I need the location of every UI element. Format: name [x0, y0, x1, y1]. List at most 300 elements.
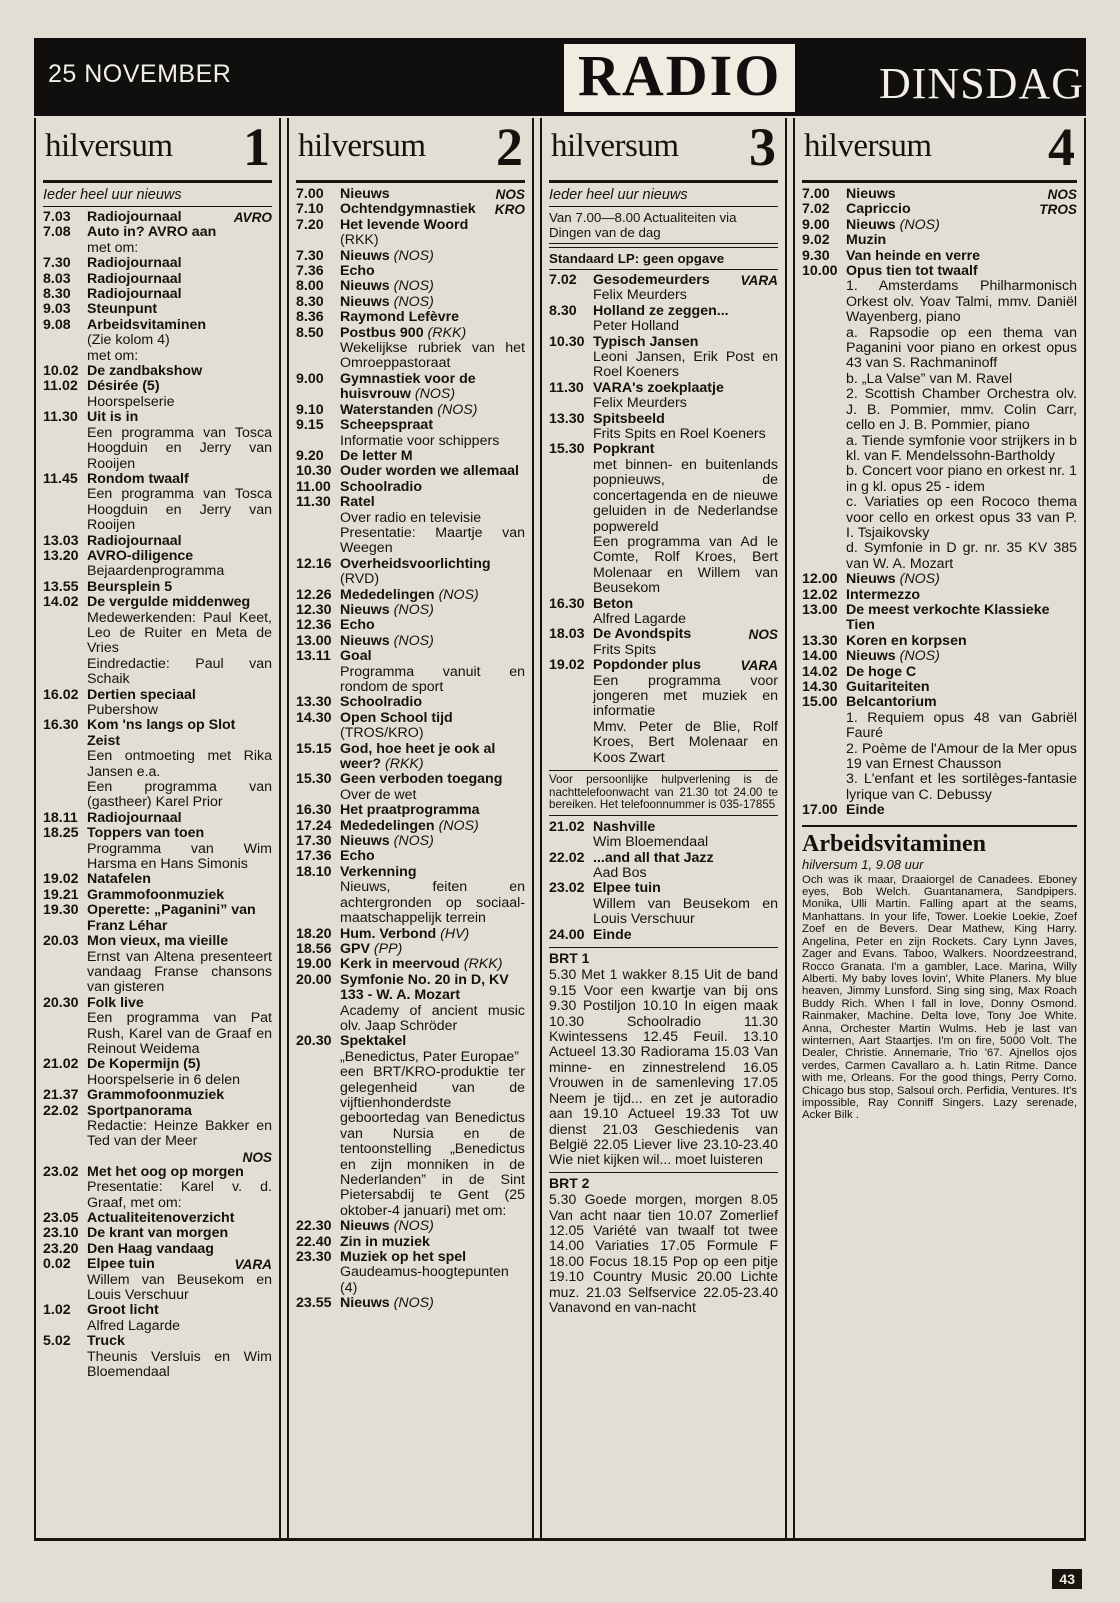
program-row: [549, 597, 778, 628]
program-network-note: (NOS): [899, 648, 940, 665]
program-row: [43, 688, 272, 719]
program-title: Einde: [846, 802, 885, 819]
program-row: [802, 695, 1077, 803]
program-title: Nieuws: [846, 216, 896, 233]
program-title: Nieuws: [340, 293, 390, 310]
program-row: [43, 1334, 272, 1380]
program-time: 15.30: [296, 771, 332, 788]
program-row: [296, 557, 525, 588]
program-title: Beursplein 5: [87, 578, 173, 595]
program-time: 11.45: [43, 470, 78, 487]
program-time: 23.10: [43, 1225, 79, 1242]
program-time: 11.00: [296, 478, 331, 495]
program-row: [296, 480, 525, 495]
program-time: 13.30: [549, 410, 585, 427]
program-time: 10.30: [549, 333, 585, 350]
program-time: 12.36: [296, 617, 332, 634]
program-time: 13.03: [43, 532, 79, 549]
program-time: 23.02: [549, 880, 585, 897]
program-row: [296, 1250, 525, 1296]
program-row: [296, 695, 525, 710]
program-row: [296, 942, 525, 957]
program-detail: Frits Spits: [593, 641, 657, 658]
program-title: Echo: [340, 848, 375, 865]
program-title: Holland ze zeggen...: [593, 302, 729, 319]
program-title: Verkenning: [340, 863, 417, 880]
page-rule: [34, 1538, 1086, 1541]
program-detail: „Benedictus, Pater Europae”: [340, 1048, 520, 1065]
program-time: 20.03: [43, 933, 79, 950]
program-row: [296, 649, 525, 695]
program-time: 7.30: [43, 255, 71, 272]
column-note-1: Ieder heel uur nieuws: [43, 187, 272, 207]
program-row: [43, 1303, 272, 1334]
column-header-4: [802, 118, 1077, 183]
program-time: 9.00: [296, 370, 324, 387]
program-time: 14.02: [802, 663, 838, 680]
program-title: Postbus 900: [340, 324, 424, 341]
program-title: Popkrant: [593, 441, 655, 458]
program-row: [549, 658, 778, 766]
schedule-list-3b: [549, 820, 778, 943]
program-title: Guitariteiten: [846, 679, 930, 695]
program-row: [802, 249, 1077, 264]
program-detail: Redactie: Heinze Bakker en Ted van der Meer: [87, 1117, 272, 1150]
masthead-date: 25 NOVEMBER: [48, 60, 232, 88]
program-time: 18.25: [43, 825, 79, 842]
program-row: [802, 665, 1077, 680]
program-network: NOS: [495, 187, 525, 202]
program-row: [549, 335, 778, 381]
column-hilversum-2: [287, 118, 534, 1538]
program-detail: Leoni Jansen, Erik Post en Roel Koeners: [593, 349, 778, 381]
program-row: [549, 627, 778, 658]
program-title: Open School tijd: [340, 709, 453, 726]
program-time: 19.02: [549, 657, 585, 674]
column-hilversum-4: [793, 118, 1086, 1538]
program-time: 21.02: [43, 1056, 79, 1073]
program-title: Elpee tuin: [593, 880, 661, 897]
program-row: [43, 934, 272, 996]
program-title: De zandbakshow: [87, 363, 203, 380]
program-title: Spektakel: [340, 1033, 407, 1050]
column-hilversum-1: [34, 118, 281, 1538]
program-time: 9.10: [296, 401, 324, 418]
program-title: Hum. Verbond: [340, 925, 437, 942]
program-time: 1.02: [43, 1302, 71, 1319]
program-time: 22.02: [43, 1102, 79, 1119]
program-row: [43, 210, 272, 225]
program-detail: Over radio en televisie: [340, 509, 482, 526]
program-time: 13.00: [802, 601, 838, 618]
program-title: Nieuws: [340, 278, 390, 295]
program-row: [43, 1057, 272, 1088]
program-row: [43, 302, 272, 317]
program-time: 17.24: [296, 817, 332, 834]
program-time: 17.30: [296, 833, 332, 850]
program-row: [296, 295, 525, 310]
program-network: KRO: [494, 202, 525, 218]
program-title: Nieuws: [340, 833, 390, 850]
program-row: [296, 973, 525, 1035]
station-number-1: 1: [243, 117, 270, 177]
program-row: [296, 588, 525, 603]
program-row: [296, 849, 525, 864]
program-title: GPV: [340, 940, 370, 957]
program-row: [296, 711, 525, 742]
program-row: [43, 580, 272, 595]
program-row: [43, 225, 272, 256]
program-row: [43, 379, 272, 410]
program-detail: 2. Scottish Chamber Orchestra olv. J. B. Pommier, mmv. Colin Carr, cello en J. B. Pommier, piano: [846, 386, 1077, 434]
program-time: 21.02: [549, 818, 585, 835]
program-detail: Felix Meurders: [593, 287, 687, 304]
arbeidsvitaminen-playlist: Och was ik maar, Draaiorgel de Canadees. Eboney eyes, Bob Welch. Guantanamera, Sandpipers. Monika, Ulli Martin. Falling apart at the seams, Manhattans. In your life, Tower. Loekie Loekie, Zoef Zoef en de Bevers. Dear Mathew, King Harry. Angelina, Peter en zijn Rockets. Cary Lynn Javes, Zager and Evans. Taboo, Walkers. Noordzeestrand, Rocco Granata. I'm a gambler, Lace. Marina, Willy Alberti. My baby loves lovin', White Planers. My blue heaven, Jimmy Lunsford. Sing sing sing, Max Roach Buddy Rich. When I fall in love, Donny Osmond. Rainmaker, Machine. Delta love, Tony Joe White. Anna, Orchester Martin Wulms. Heb je last van winternen, Aart Staartjes. I'm on fire, 5000 Volt. The Dealer, Christie. Annemarie, Trio '67. Ajnellos ojos verdes, Carmen Cavallaro a. h. Latin Ritme. Dance with me, Orleans. For the good things, Perry Como. Chicago bus stop, Salsoul orch. Perfidia, Ventures. It's impossible, Ray Conniff Singers. Lazy serenade, Acker Bilk .: [802, 873, 1077, 1122]
program-title: Waterstanden: [340, 401, 434, 418]
program-row: [549, 304, 778, 335]
program-time: 14.30: [296, 709, 332, 726]
program-row: [549, 273, 778, 304]
program-title: Spitsbeeld: [593, 410, 665, 427]
column-header-2: [296, 118, 525, 183]
program-time: 12.30: [296, 601, 332, 618]
program-network-note: (HV): [440, 925, 470, 942]
program-row: [296, 1235, 525, 1250]
program-title: Popdonder plus: [593, 657, 701, 674]
program-detail: (RVD): [340, 571, 380, 588]
program-time: 21.37: [43, 1087, 79, 1104]
program-row: [802, 649, 1077, 664]
program-title: Kom 'ns langs op Slot Zeist: [87, 717, 236, 749]
program-title: Nieuws: [846, 648, 896, 665]
masthead-title: RADIO: [564, 44, 795, 112]
program-row: [296, 495, 525, 557]
schedule-list-4: [802, 187, 1077, 819]
program-time: 9.20: [296, 447, 324, 464]
program-detail: c. Variaties op een Rococo thema voor cello en orkest opus 33 van P. I. Tsjaikovsky: [846, 494, 1077, 541]
program-time: 19.02: [43, 871, 79, 888]
program-time: 23.02: [43, 1163, 79, 1180]
program-row: [296, 326, 525, 372]
program-detail: 2. Poème de l'Amour de la Mer opus 19 van Ernest Chausson: [846, 740, 1077, 773]
arbeidsvitaminen-title: Arbeidsvitaminen: [802, 830, 987, 857]
program-title: Elpee tuin: [87, 1256, 155, 1273]
program-title: ...and all that Jazz: [593, 849, 714, 866]
program-detail: Bejaardenprogramma: [87, 563, 225, 580]
program-title: Uit is in: [87, 409, 139, 426]
program-row: [296, 449, 525, 464]
program-time: 20.30: [43, 994, 79, 1011]
masthead: [34, 38, 1086, 116]
program-title: De Kopermijn (5): [87, 1056, 201, 1073]
program-detail: Frits Spits en Roel Koeners: [593, 426, 766, 443]
station-name-3: hilversum: [551, 128, 679, 164]
program-time: 18.03: [549, 626, 585, 643]
program-title: Den Haag vandaag: [87, 1240, 214, 1257]
program-row: [296, 202, 525, 217]
program-title: Koren en korpsen: [846, 632, 967, 649]
program-title: Groot licht: [87, 1302, 159, 1319]
program-title: Beton: [593, 595, 634, 612]
program-time: 10.02: [43, 363, 79, 380]
program-title: Nieuws: [340, 1218, 390, 1235]
program-row: [296, 249, 525, 264]
program-time: 11.30: [549, 379, 584, 396]
program-title: Overheidsvoorlichting: [340, 555, 491, 572]
brt1-block: [549, 947, 778, 1168]
program-title: Désirée (5): [87, 378, 160, 395]
program-time: 19.21: [43, 886, 79, 903]
program-detail: Felix Meurders: [593, 395, 687, 412]
program-network-note: (PP): [373, 940, 403, 957]
program-title: De meest verkochte Klassieke Tien: [846, 601, 1050, 634]
program-time: 8.36: [296, 309, 324, 326]
program-detail: Wekelijkse rubriek van het Omroeppastoraat: [340, 340, 525, 372]
program-row: [43, 872, 272, 887]
program-row: [296, 834, 525, 849]
program-time: 14.00: [802, 648, 838, 665]
program-title: Sportpanorama: [87, 1102, 192, 1119]
program-time: 12.00: [802, 571, 838, 588]
program-row: [43, 888, 272, 903]
station-number-4: 4: [1048, 117, 1075, 177]
program-time: 7.20: [296, 216, 324, 233]
program-time: 0.02: [43, 1256, 71, 1273]
program-detail: met om:: [87, 347, 139, 364]
program-row: [296, 819, 525, 834]
masthead-day: DINSDAG: [879, 59, 1084, 108]
program-row: [296, 634, 525, 649]
program-time: 13.00: [296, 632, 332, 649]
program-title: Auto in? AVRO aan: [87, 224, 217, 241]
program-time: 23.20: [43, 1240, 79, 1257]
program-row: [549, 928, 778, 943]
program-network: NOS: [748, 627, 778, 643]
program-time: 18.10: [296, 863, 332, 880]
program-time: 7.00: [802, 186, 830, 202]
program-row: [296, 1219, 525, 1234]
schedule-list-3: [549, 273, 778, 766]
program-detail: 3. L'enfant et les sortilèges-fantasie lyrique van C. Debussy: [846, 771, 1077, 803]
column-hilversum-3: [540, 118, 787, 1538]
program-time: 14.30: [802, 679, 838, 695]
program-title: AVRO-diligence: [87, 547, 194, 564]
program-title: Ochtendgymnastiek: [340, 201, 476, 218]
program-detail: Academy of ancient music olv. Jaap Schröder: [340, 1002, 525, 1034]
program-title: Mededelingen: [340, 817, 435, 834]
program-detail: Programma vanuit en rondom de sport: [340, 663, 525, 695]
program-detail: Informatie voor schippers: [340, 432, 500, 449]
program-detail: Een programma van Tosca Hoogduin en Jerry van Rooijen: [87, 424, 272, 472]
program-title: Scheepspraat: [340, 417, 434, 434]
program-title: Nieuws: [340, 247, 390, 264]
program-time: 11.02: [43, 378, 78, 395]
column-subnote-3: Van 7.00—8.00 Actualiteiten via Dingen van de dag: [549, 210, 778, 244]
program-time: 14.02: [43, 594, 79, 611]
program-time: 7.02: [549, 272, 577, 288]
program-detail: Willem van Beusekom en Louis Verschuur: [87, 1271, 272, 1304]
program-time: 13.11: [296, 648, 331, 665]
program-time: 9.02: [802, 232, 830, 249]
program-detail: 1. Amsterdams Philharmonisch Orkest olv. Yoav Talmi, mmv. Daniël Wayenberg, piano: [846, 278, 1077, 326]
program-time: 8.03: [43, 270, 71, 287]
program-row: [43, 256, 272, 271]
program-detail: a. Rapsodie op een thema van Paganini voor piano en orkest opus 43 van S. Rachmaninoff: [846, 324, 1077, 372]
program-network-note: (NOS): [393, 1218, 434, 1235]
program-detail: Aad Bos: [593, 865, 647, 881]
program-time: 16.30: [296, 802, 332, 819]
program-time: 22.40: [296, 1233, 332, 1250]
program-row: [43, 1104, 272, 1150]
program-detail: Een programma van (gastheer) Karel Prior: [87, 779, 272, 811]
program-row: [802, 803, 1077, 818]
program-title: Het praatprogramma: [340, 802, 480, 819]
program-network-note: (NOS): [393, 247, 434, 264]
program-network-note: (NOS): [393, 1295, 434, 1312]
program-title: Steunpunt: [87, 301, 158, 318]
program-title: Ouder worden we allemaal: [340, 463, 519, 480]
program-title: Schoolradio: [340, 478, 422, 495]
program-detail: een BRT/KRO-produktie ter gelegenheid van de vijftienhonderdste geboortedag van Benedictus van Nursia en de tentoonstelling „Benedictus en zijn monniken in de Nederlanden” in de Sint Pietersabdij te Gent (25 oktober-4 januari) met om:: [340, 1064, 525, 1219]
program-row: [43, 996, 272, 1058]
program-row: [43, 364, 272, 379]
program-title: Schoolradio: [340, 694, 422, 711]
program-title: Capriccio: [846, 201, 911, 218]
program-row: [802, 634, 1077, 649]
program-row: [549, 881, 778, 927]
program-title: Folk live: [87, 994, 144, 1011]
program-title: Toppers van toen: [87, 825, 205, 842]
program-title: Dertien speciaal: [87, 686, 196, 703]
program-row: [43, 318, 272, 364]
program-title: Belcantorium: [846, 694, 937, 711]
program-time: 20.00: [296, 971, 332, 988]
program-time: 13.55: [43, 578, 79, 595]
program-detail: b. „La Valse” van M. Ravel: [846, 370, 1013, 387]
standaard-lp-note: Standaard LP: geen opgave: [549, 247, 778, 270]
program-title: Muziek op het spel: [340, 1249, 467, 1266]
program-title: Radiojournaal: [87, 209, 182, 225]
program-detail: Pubershow: [87, 702, 158, 718]
program-network-note: (NOS): [438, 817, 479, 834]
program-title: Nieuws: [340, 1295, 390, 1312]
program-detail: Een programma voor jongeren met muziek en informatie: [593, 672, 778, 720]
program-row: [802, 187, 1077, 202]
program-detail: Hoorspelserie in 6 delen: [87, 1071, 241, 1088]
program-detail: met om:: [87, 239, 139, 256]
brt2-heading: BRT 2: [549, 1174, 590, 1191]
program-title: Nieuws: [340, 601, 390, 618]
program-title: Radiojournaal: [87, 270, 182, 287]
program-network-note: (NOS): [414, 386, 456, 403]
program-row: [296, 418, 525, 449]
program-detail: b. Concert voor piano en orkest nr. 1 in g kl. opus 25 - idem: [846, 463, 1077, 495]
program-row: [296, 372, 525, 403]
brt2-block: [549, 1172, 778, 1316]
program-title: Zin in muziek: [340, 1233, 430, 1250]
program-row: [43, 595, 272, 687]
program-row: [296, 803, 525, 818]
program-title: Muzin: [846, 232, 887, 249]
program-title: Intermezzo: [846, 586, 921, 603]
program-row: [296, 403, 525, 418]
program-title: Gesodemeurders: [593, 272, 710, 288]
program-title: Grammofoonmuziek: [87, 886, 225, 903]
program-title: Arbeidsvitaminen: [87, 316, 207, 333]
program-time: 9.00: [802, 216, 830, 233]
program-time: 17.36: [296, 848, 332, 865]
program-row: [43, 272, 272, 287]
program-detail: Wim Bloemendaal: [593, 834, 709, 851]
program-detail: Een programma van Pat Rush, Karel van de Graaf en Reinout Weidema: [87, 1010, 272, 1057]
program-title: Nieuws: [340, 632, 390, 649]
program-time: 13.20: [43, 547, 79, 564]
arbeidsvitaminen-box: [802, 825, 1077, 1122]
program-title: Radiojournaal: [87, 532, 182, 549]
program-row: [296, 218, 525, 249]
station-name-2: hilversum: [298, 128, 426, 164]
program-time: 8.00: [296, 278, 324, 295]
program-title: Mededelingen: [340, 586, 435, 603]
program-time: 8.30: [296, 293, 324, 310]
program-title: Kerk in meervoud: [340, 956, 460, 973]
program-network: VARA: [234, 1257, 272, 1273]
program-time: 16.30: [549, 595, 585, 612]
program-detail: Hoorspelserie: [87, 393, 175, 410]
program-time: 10.30: [296, 463, 332, 480]
program-detail: Alfred Lagarde: [593, 610, 687, 627]
program-detail: Presentatie: Maartje van Weegen: [340, 524, 525, 557]
program-time: 18.20: [296, 925, 332, 942]
program-row: [802, 572, 1077, 587]
program-time: 19.00: [296, 956, 332, 973]
program-detail: met binnen- en buitenlands popnieuws, de concertagenda en de nieuwe geluiden in de Nederlandse popwereld: [593, 456, 778, 535]
program-time: 13.30: [802, 632, 838, 649]
program-network: VARA: [740, 658, 778, 674]
program-title: Natafelen: [87, 871, 151, 888]
program-time: 18.11: [43, 809, 78, 826]
program-time: 8.30: [549, 302, 577, 319]
station-name-4: hilversum: [804, 128, 932, 164]
program-time: 13.30: [296, 694, 332, 711]
program-network: TROS: [1039, 202, 1077, 218]
program-time: 22.02: [549, 849, 585, 866]
program-title: De letter M: [340, 447, 413, 464]
program-row: [43, 811, 272, 826]
brt2-text: 5.30 Goede morgen, morgen 8.05 Van acht naar tien 10.07 Zomerlief 12.05 Variété van twaalf tot twee 14.00 Variaties 17.05 Formule F 18.00 Focus 18.15 Pop op een pitje 19.10 Country Music 20.00 Lichte muz. 21.03 Selfservice 22.05-23.40 Vanavond en van-nacht: [549, 1191, 778, 1315]
program-row: [296, 957, 525, 972]
program-row: [802, 588, 1077, 603]
program-time: 7.10: [296, 201, 324, 218]
program-time: 11.30: [296, 494, 331, 511]
program-row: [296, 865, 525, 927]
program-row: [43, 718, 272, 810]
program-time: 7.03: [43, 209, 71, 225]
program-detail: Medewerkenden: Paul Keet, Leo de Ruiter en Meta de Vries: [87, 609, 272, 657]
program-title: Geen verboden toegang: [340, 771, 503, 788]
program-time: 18.56: [296, 940, 332, 957]
program-time: 12.26: [296, 586, 332, 603]
arbeidsvitaminen-subtitle: hilversum 1, 9.08 uur: [802, 856, 924, 872]
program-network-note: (RKK): [384, 756, 424, 773]
program-time: 19.30: [43, 902, 79, 919]
program-title: Opus tien tot twaalf: [846, 263, 978, 280]
program-title: Nieuws: [846, 571, 896, 588]
station-number-3: 3: [749, 117, 776, 177]
program-time: 8.30: [43, 286, 71, 303]
program-detail: Gaudeamus-hoogtepunten (4): [340, 1264, 509, 1296]
program-detail: d. Symfonie in D gr. nr. 35 KV 385 van W. A. Mozart: [846, 540, 1077, 572]
